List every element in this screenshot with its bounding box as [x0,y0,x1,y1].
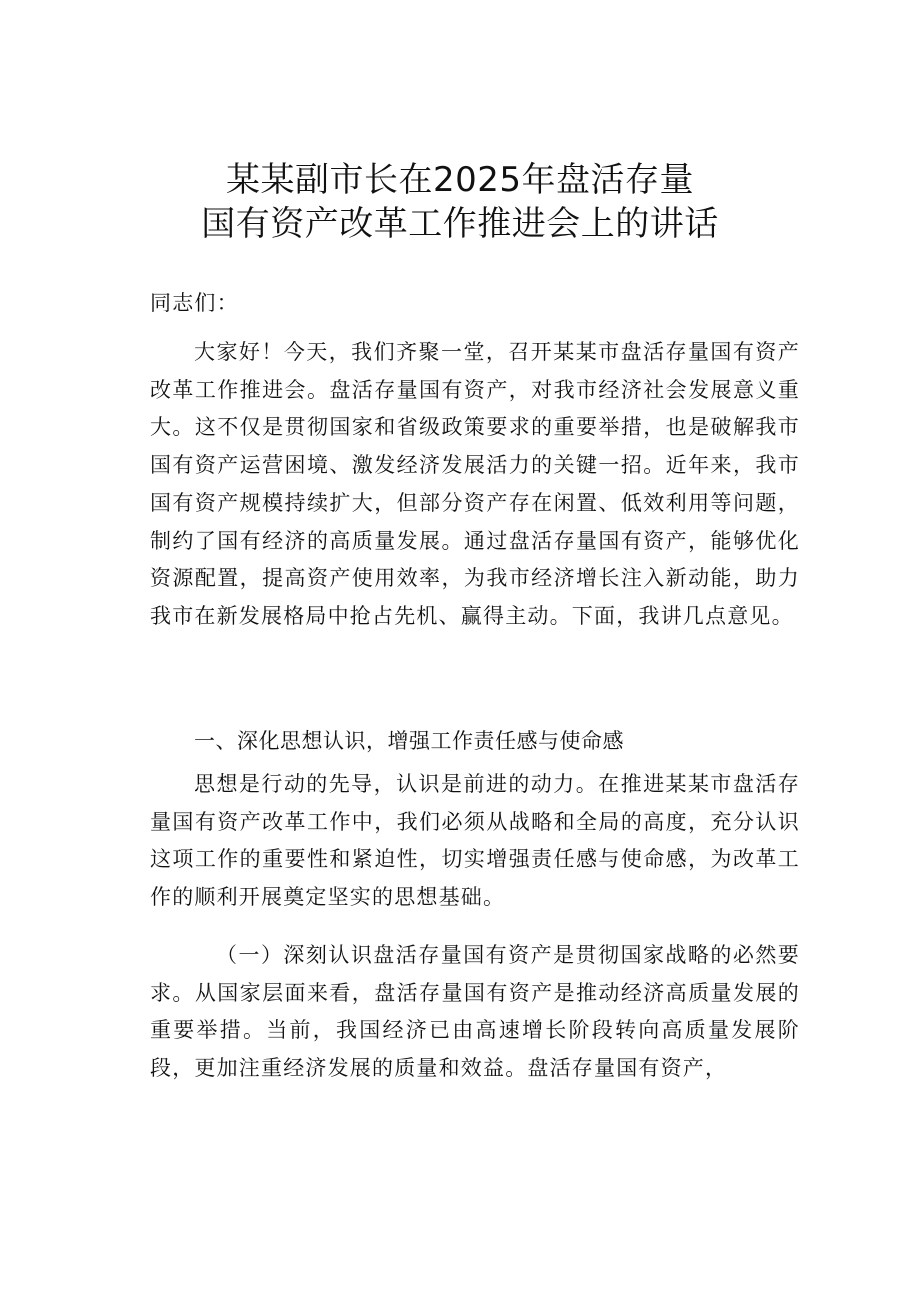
subsection-1-paragraph: （一）深刻认识盘活存量国有资产是贯彻国家战略的必然要求。从国家层面来看，盘活存量国有资产是推动经济高质量发展的重要举措。当前，我国经济已由高速增长阶段转向高质量发展阶段，更加注重经济发展的质量和效益。盘活存量国有资产， [150,943,800,1081]
intro-paragraph: 大家好！今天，我们齐聚一堂，召开某某市盘活存量国有资产改革工作推进会。盘活存量国有资产，对我市经济社会发展意义重大。这不仅是贯彻国家和省级政策要求的重要举措，也是破解我市国有资产运营困境、激发经济发展活力的关键一招。近年来，我市国有资产规模持续扩大，但部分资产存在闲置、低效利用等问题，制约了国有经济的高质量发展。通过盘活存量国有资产，能够优化资源配置，提高资产使用效率，为我市经济增长注入新动能，助力我市在新发展格局中抢占先机、赢得主动。下面，我讲几点意见。 [150,340,800,628]
section-1-paragraph: 思想是行动的先导，认识是前进的动力。在推进某某市盘活存量国有资产改革工作中，我们必须从战略和全局的高度，充分认识这项工作的重要性和紧迫性，切实增强责任感与使命感，为改革工作的顺利开展奠定坚实的思想基础。 [150,772,800,910]
greeting: 同志们： [150,291,239,315]
document-title-line-1: 某某副市长在2025年盘活存量 [225,160,695,200]
document-title-line-2: 国有资产改革工作推进会上的讲话 [201,204,719,244]
section-heading-1: 一、深化思想认识，增强工作责任感与使命感 [194,729,624,753]
